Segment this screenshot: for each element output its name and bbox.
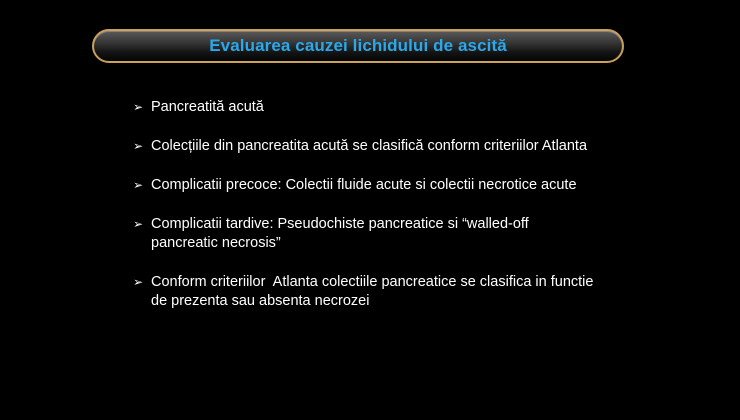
- arrowhead-bullet-icon: ➢: [133, 178, 144, 192]
- bullet-text: Colecțiile din pancreatita acută se clasifică conform criteriilor Atlanta: [151, 138, 588, 154]
- bullet-text: Complicatii tardive: Pseudochiste pancreatice si “walled-off pancreatic necrosis”: [151, 216, 529, 251]
- bullet-text: Pancreatită acută: [151, 99, 264, 115]
- arrowhead-bullet-icon: ➢: [133, 139, 144, 153]
- bullet-text: Complicatii precoce: Colectii fluide acute si colectii necrotice acute: [151, 177, 577, 193]
- bullet-item: [133, 98, 693, 117]
- arrowhead-bullet-icon: ➢: [133, 217, 144, 231]
- bullet-text: Conform criteriilor Atlanta colectiile pancreatice se clasifica in functie de prezenta sau absenta necrozei: [151, 274, 594, 309]
- arrowhead-bullet-icon: ➢: [133, 100, 144, 114]
- bullet-list: [133, 98, 693, 331]
- bullet-item: [133, 215, 693, 253]
- slide-title: Evaluarea cauzei lichidului de ascită: [209, 36, 507, 55]
- title-bar: [92, 29, 624, 63]
- bullet-item: [133, 137, 693, 156]
- bullet-item: [133, 176, 693, 195]
- arrowhead-bullet-icon: ➢: [133, 275, 144, 289]
- bullet-item: [133, 273, 693, 311]
